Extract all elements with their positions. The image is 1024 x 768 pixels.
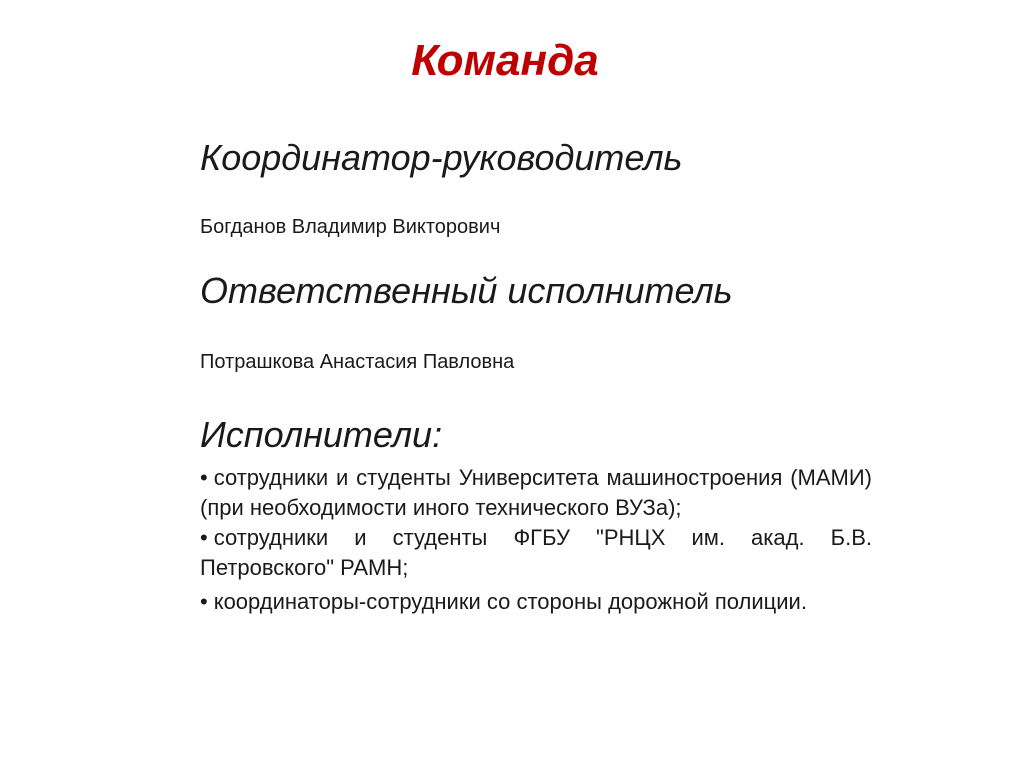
- role-coordinator-heading: Координатор-руководитель: [200, 137, 683, 178]
- responsible-name: Потрашкова Анастасия Павловна: [200, 351, 515, 373]
- list-item: [200, 523, 872, 583]
- slide-content: [200, 130, 872, 621]
- list-item: [200, 583, 872, 621]
- bullet-icon: •: [200, 589, 208, 614]
- list-item-text: координаторы-сотрудники со стороны дорожной полиции.: [213, 589, 807, 614]
- list-item-text: сотрудники и студенты ФГБУ "РНЦХ им. акад. Б.В. Петровского" РАМН;: [200, 525, 872, 580]
- executors-list: [200, 463, 872, 621]
- list-item-text: сотрудники и студенты Университета машиностроения (МАМИ) (при необходимости иного технического ВУЗа);: [200, 465, 872, 520]
- list-item: [200, 463, 872, 523]
- coordinator-name: Богданов Владимир Викторович: [200, 216, 501, 238]
- slide-title: Команда: [411, 36, 599, 85]
- executors-heading: Исполнители:: [200, 414, 443, 455]
- role-responsible-heading: Ответственный исполнитель: [200, 270, 733, 311]
- bullet-icon: •: [200, 465, 208, 490]
- bullet-icon: •: [200, 525, 208, 550]
